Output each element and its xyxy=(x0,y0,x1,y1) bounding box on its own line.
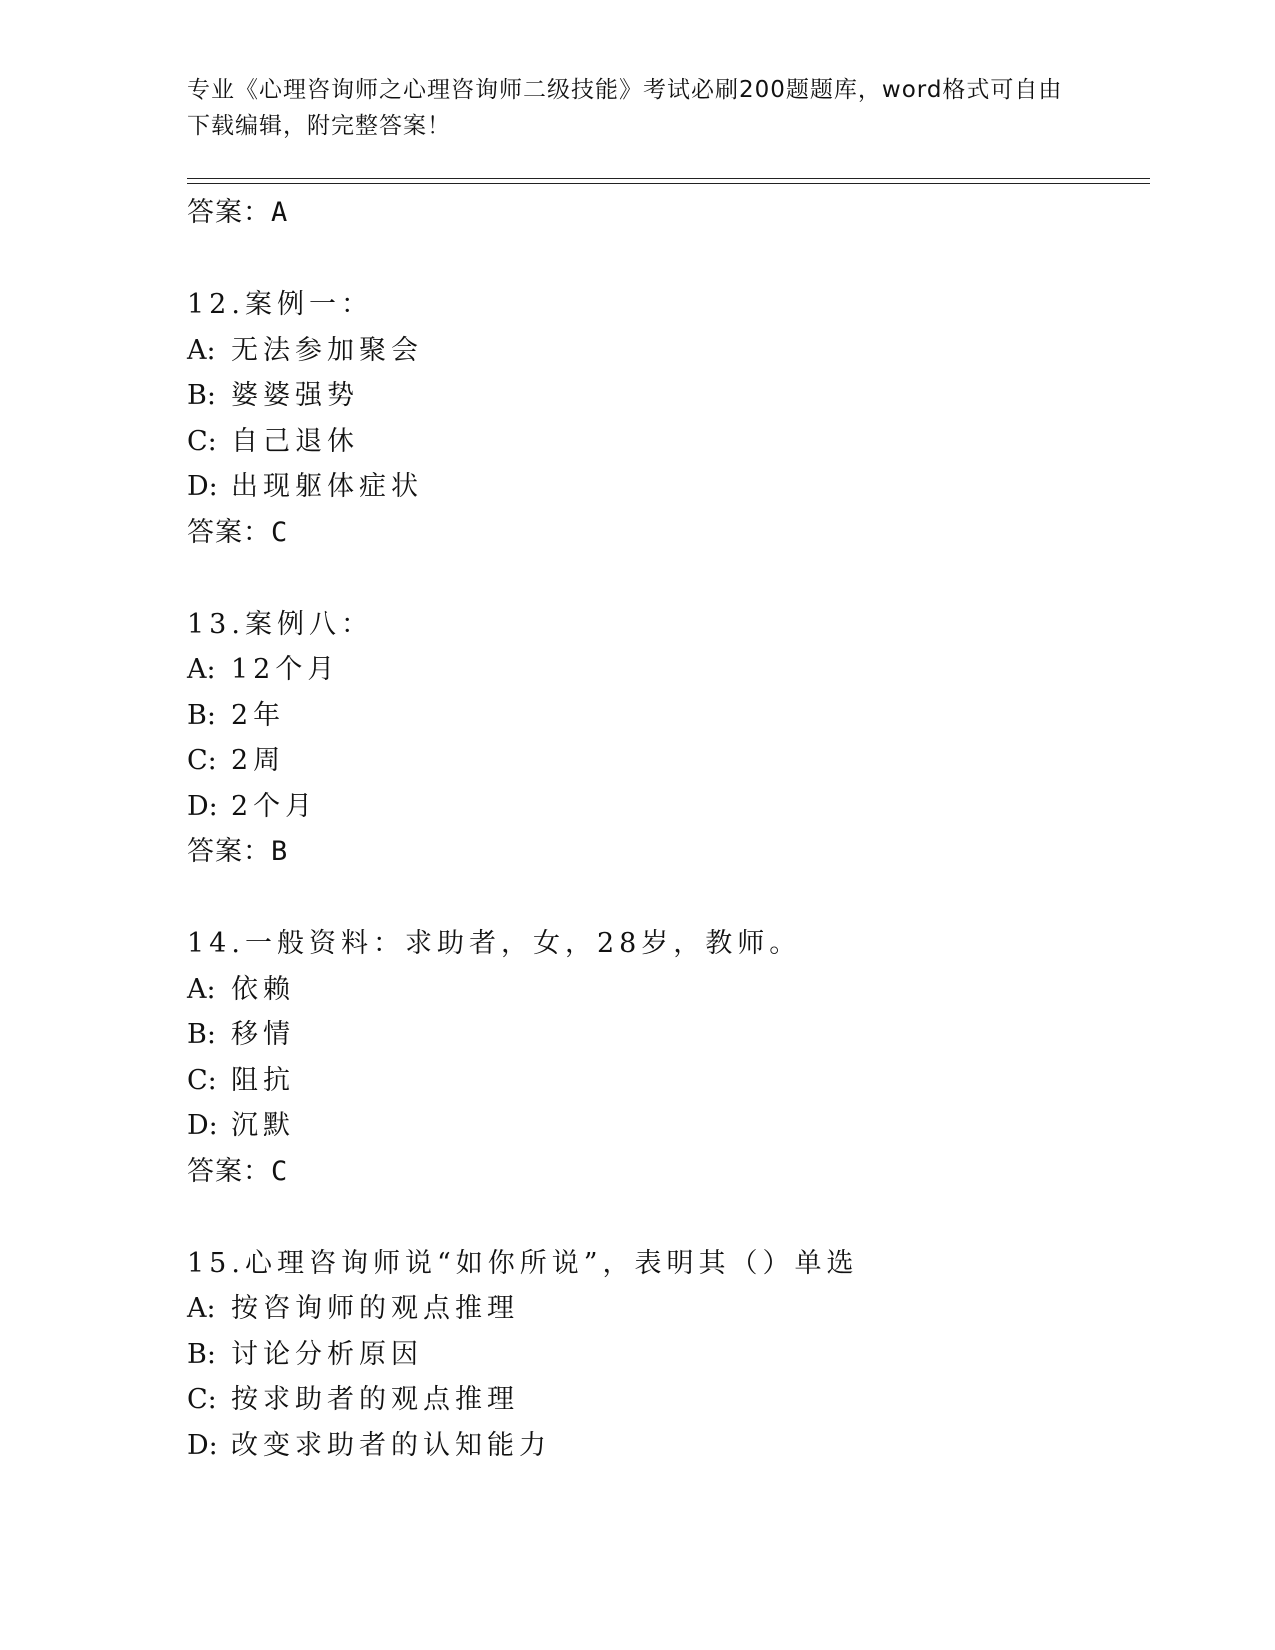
option-text: 2年 xyxy=(231,699,286,731)
question-number: 15. xyxy=(187,1247,245,1279)
answer-line xyxy=(187,1149,1147,1194)
option-text: 12个月 xyxy=(231,654,340,685)
option-text: 出现躯体症状 xyxy=(231,471,423,502)
option-text: 婆婆强势 xyxy=(231,380,359,411)
option-text: 依赖 xyxy=(231,973,295,1005)
option-text: 2周 xyxy=(231,745,286,776)
question-list xyxy=(187,190,1147,1468)
option-c xyxy=(187,419,1147,465)
answer-label: 答案： xyxy=(187,516,271,548)
option-label: D: xyxy=(187,790,218,822)
option-text: 2个月 xyxy=(231,790,318,822)
option-label: C: xyxy=(187,425,217,457)
option-label: C: xyxy=(187,745,217,776)
option-label: A: xyxy=(187,973,216,1005)
option-d xyxy=(187,464,1147,510)
option-label: A: xyxy=(187,1293,216,1324)
option-b xyxy=(187,1332,1147,1378)
option-text: 沉默 xyxy=(231,1110,295,1141)
option-d xyxy=(187,1423,1147,1469)
option-label: B: xyxy=(187,380,216,411)
option-a xyxy=(187,647,1147,693)
question-number: 12. xyxy=(187,289,245,320)
option-c xyxy=(187,1377,1147,1423)
question-number: 14. xyxy=(187,928,245,959)
answer-line xyxy=(187,829,1147,874)
option-text: 改变求助者的认知能力 xyxy=(231,1429,551,1461)
option-a xyxy=(187,967,1147,1013)
option-label: A: xyxy=(187,334,216,366)
option-label: B: xyxy=(187,699,216,731)
option-label: D: xyxy=(187,1429,218,1461)
answer-line xyxy=(187,510,1147,555)
option-label: A: xyxy=(187,654,216,685)
question-number: 13. xyxy=(187,608,245,640)
option-d xyxy=(187,1103,1147,1149)
option-b xyxy=(187,1012,1147,1058)
question-stem xyxy=(187,282,1147,328)
option-d xyxy=(187,784,1147,830)
option-text: 按求助者的观点推理 xyxy=(231,1384,519,1415)
option-b xyxy=(187,693,1147,739)
option-text: 自己退休 xyxy=(231,425,359,457)
question-text: 案例一： xyxy=(244,289,373,320)
question-text: 案例八： xyxy=(244,608,373,640)
option-a xyxy=(187,328,1147,374)
option-label: D: xyxy=(187,1110,218,1141)
document-header: 专业《心理咨询师之心理咨询师二级技能》考试必刷200题题库，word格式可自由下载编辑，附完整答案！ xyxy=(187,77,1063,139)
answer-value: C xyxy=(271,1155,289,1187)
option-label: C: xyxy=(187,1384,217,1415)
header-divider-top xyxy=(187,178,1150,179)
option-label: B: xyxy=(187,1338,216,1370)
answer-line xyxy=(187,190,1147,235)
answer-value: C xyxy=(271,516,289,548)
option-c xyxy=(187,738,1147,784)
option-text: 无法参加聚会 xyxy=(231,334,423,366)
question-stem xyxy=(187,602,1147,648)
header-divider-bottom xyxy=(187,183,1150,184)
option-text: 讨论分析原因 xyxy=(231,1338,423,1370)
option-label: B: xyxy=(187,1019,216,1050)
option-b xyxy=(187,373,1147,419)
answer-label: 答案： xyxy=(187,1155,271,1187)
question-text: 一般资料：求助者，女，28岁，教师。 xyxy=(244,928,802,959)
option-text: 按咨询师的观点推理 xyxy=(231,1293,519,1324)
option-label: D: xyxy=(187,471,218,502)
option-label: C: xyxy=(187,1064,217,1096)
option-text: 阻抗 xyxy=(231,1064,295,1096)
option-c xyxy=(187,1058,1147,1104)
question-stem xyxy=(187,921,1147,967)
question-stem xyxy=(187,1241,1147,1287)
question-text: 心理咨询师说“如你所说”，表明其（）单选 xyxy=(244,1247,859,1279)
answer-value: B xyxy=(271,836,289,867)
option-a xyxy=(187,1286,1147,1332)
answer-value: A xyxy=(271,197,289,228)
answer-label: 答案： xyxy=(187,197,271,228)
option-text: 移情 xyxy=(231,1019,295,1050)
answer-label: 答案： xyxy=(187,836,271,867)
